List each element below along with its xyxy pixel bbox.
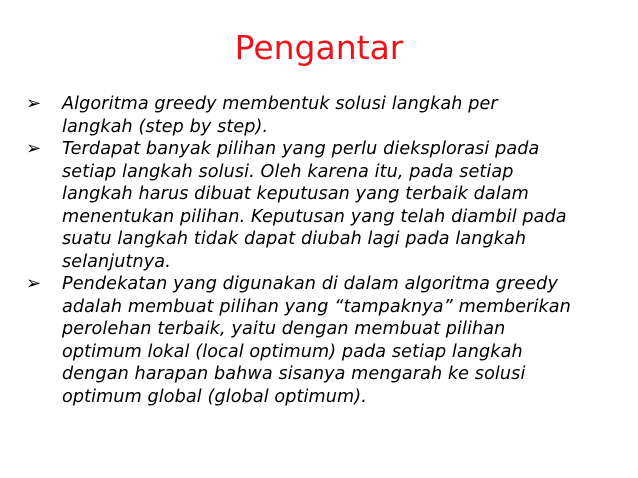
bullet-line: menentukan pilihan. Keputusan yang telah diambil pada <box>62 206 567 227</box>
bullet-line: perolehan terbaik, yaitu dengan membuat pilihan <box>62 319 506 339</box>
bullet-line: adalah membuat pilihan yang “tampaknya” memberikan <box>62 296 571 317</box>
arrow-bullet-icon: ➢ <box>26 93 42 114</box>
arrow-bullet-icon: ➢ <box>26 138 42 159</box>
bullet-item <box>26 273 626 408</box>
bullet-line: optimum lokal (local optimum) pada setiap langkah <box>62 341 523 362</box>
bullet-line: suatu langkah tidak dapat diubah lagi pada langkah <box>62 229 527 249</box>
bullet-line: Pendekatan yang digunakan di dalam algoritma greedy <box>62 274 558 294</box>
slide-title: Pengantar <box>234 28 404 67</box>
bullet-line: optimum global (global optimum). <box>62 386 367 407</box>
bullet-item <box>26 138 626 273</box>
bullet-line: dengan harapan bahwa sisanya mengarah ke solusi <box>62 364 526 384</box>
bullet-list <box>26 93 626 408</box>
bullet-line: Algoritma greedy membentuk solusi langkah per <box>62 94 498 114</box>
bullet-line: langkah harus dibuat keputusan yang terbaik dalam <box>62 184 529 204</box>
bullet-line: langkah (step by step). <box>62 116 269 137</box>
bullet-line: Terdapat banyak pilihan yang perlu dieksplorasi pada <box>62 139 540 159</box>
bullet-line: selanjutnya. <box>62 251 171 272</box>
bullet-item <box>26 93 626 138</box>
arrow-bullet-icon: ➢ <box>26 273 42 294</box>
bullet-line: setiap langkah solusi. Oleh karena itu, pada setiap <box>62 161 514 182</box>
